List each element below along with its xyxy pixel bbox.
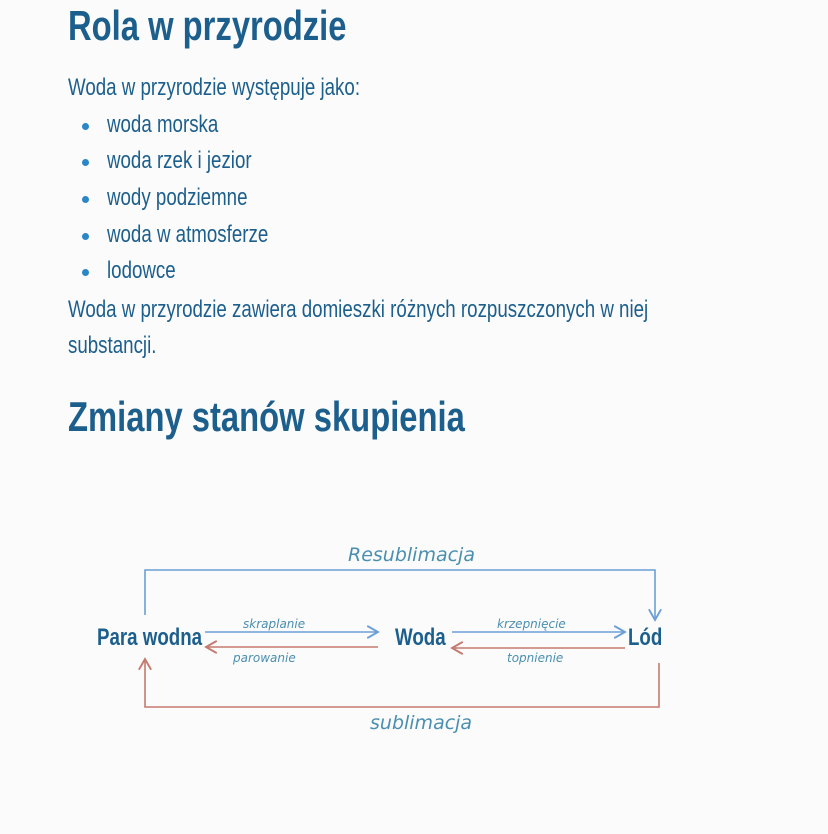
node-water: Woda: [395, 624, 446, 651]
list-item: woda rzek i jezior: [107, 147, 252, 174]
label-resublimation: Resublimacja: [348, 544, 475, 566]
resublimation-arrow: [145, 570, 655, 620]
list-item: wody podziemne: [107, 184, 248, 211]
list-item: woda w atmosferze: [107, 221, 269, 248]
paragraph-line: Woda w przyrodzie zawiera domieszki różnych rozpuszczonych w niej: [68, 296, 649, 323]
intro-text: Woda w przyrodzie występuje jako:: [68, 74, 361, 101]
section-title-state-changes: Zmiany stanów skupienia: [68, 393, 465, 440]
label-sublimation: sublimacja: [370, 712, 473, 734]
list-item: woda morska: [107, 111, 219, 138]
label-melting: topnienie: [507, 651, 564, 665]
label-freezing: krzepnięcie: [497, 617, 566, 631]
list-item: lodowce: [107, 257, 176, 284]
section-title-role: Rola w przyrodzie: [68, 2, 347, 49]
sublimation-arrow: [145, 659, 659, 707]
node-ice: Lód: [628, 624, 663, 651]
paragraph-line: substancji.: [68, 332, 157, 359]
label-evaporation: parowanie: [233, 651, 296, 665]
label-condensation: skraplanie: [243, 617, 306, 631]
node-vapor: Para wodna: [97, 624, 203, 651]
